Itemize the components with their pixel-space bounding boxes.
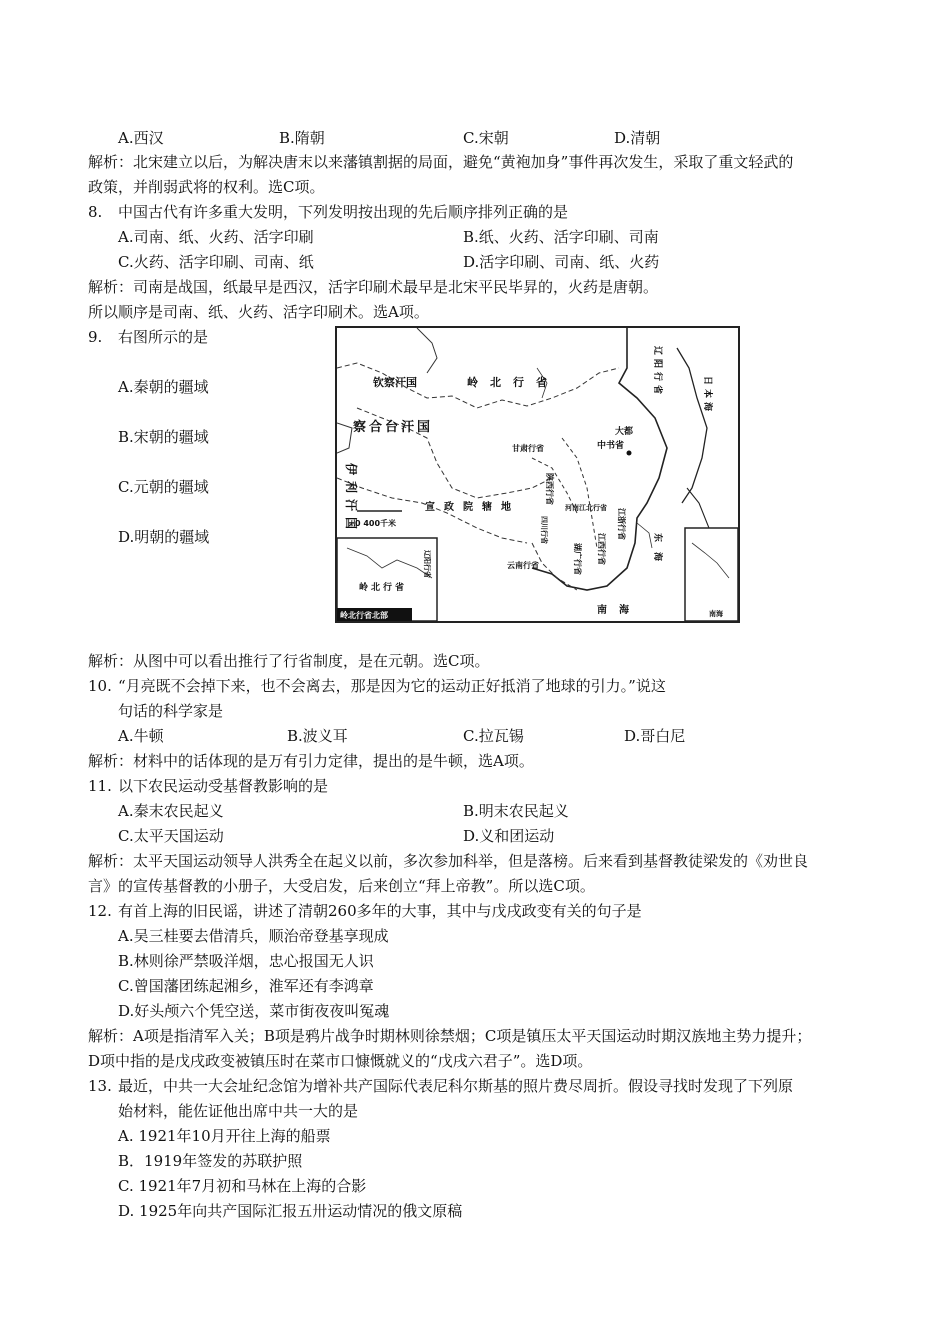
q8-number: 8. — [88, 203, 103, 221]
q8-stem: 中国古代有许多重大发明，下列发明按出现的先后顺序排列正确的是 — [118, 203, 569, 221]
q12-number: 12. — [88, 902, 112, 920]
label-xuanzheng: 宣政院辖地 — [425, 502, 520, 513]
q13-number: 13. — [88, 1077, 112, 1095]
q13-stem-line-1: 最近，中共一大会址纪念馆为增补共产国际代表尼科尔斯基的照片费尽周折。假设寻找时发现了下列原 — [118, 1077, 794, 1095]
q10-analysis: 解析：材料中的话体现的是万有引力定律，提出的是牛顿，选A项。 — [88, 752, 534, 770]
q13-option-d: D. 1925年向共产国际汇报五卅运动情况的俄文原稿 — [118, 1202, 463, 1220]
label-ilkhan: 伊利汗国 — [344, 463, 358, 536]
q11-stem: 以下农民运动受基督教影响的是 — [118, 777, 329, 795]
q7-option-b: B.隋朝 — [279, 129, 325, 147]
q10-option-b: B.波义耳 — [287, 727, 348, 745]
q7-analysis-line-1: 解析：北宋建立以后，为解决唐末以来藩镇割据的局面，避免“黄袍加身”事件再次发生，采取了重文轻武的 — [88, 153, 794, 171]
q13-option-c: C. 1921年7月初和马林在上海的合影 — [118, 1177, 367, 1195]
q7-option-d: D.清朝 — [614, 129, 661, 147]
q12-analysis-line-2: D项中指的是戊戌政变被镇压时在菜市口慷慨就义的“戊戌六君子”。选D项。 — [88, 1052, 593, 1070]
inset-label-nanhai: 南海 — [709, 610, 723, 618]
label-east-sea: 东海 — [652, 533, 662, 572]
label-shaanxi: 陕西行省 — [545, 473, 554, 505]
yuan-dynasty-map — [335, 326, 740, 623]
q11-analysis-line-2: 言》的宣传基督教的小册子，大受启发，后来创立“拜上帝教”。所以选C项。 — [88, 877, 595, 895]
label-zhongshu: 中书省 — [597, 441, 625, 451]
q9-analysis: 解析：从图中可以看出推行了行省制度，是在元朝。选C项。 — [88, 652, 490, 670]
q9-option-a: A.秦朝的疆域 — [118, 378, 209, 396]
label-liaoyang: 辽阳行省 — [652, 346, 662, 399]
q8-option-b: B.纸、火药、活字印刷、司南 — [463, 228, 659, 246]
q12-option-c: C.曾国藩团练起湘乡，淮军还有李鸿章 — [118, 977, 374, 995]
q8-analysis-line-1: 解析：司南是战国，纸最早是西汉，活字印刷术最早是北宋平民毕昇的，火药是唐朝。 — [88, 278, 659, 296]
label-sichuan: 四川行省 — [540, 516, 548, 544]
q10-option-d: D.哥白尼 — [624, 727, 686, 745]
q12-option-b: B.林则徐严禁吸洋烟，忠心报国无人识 — [118, 952, 374, 970]
q13-option-b: B．1919年签发的苏联护照 — [118, 1152, 303, 1170]
inset-label-liaoyang: 辽阳行省 — [423, 550, 431, 578]
q10-option-a: A.牛顿 — [118, 727, 164, 745]
label-south-sea: 南海 — [597, 605, 641, 616]
q9-option-b: B.宋朝的疆域 — [118, 428, 209, 446]
q13-option-a: A. 1921年10月开往上海的船票 — [118, 1127, 331, 1145]
label-chagatai: 察合台汗国 — [353, 420, 434, 435]
q8-analysis-line-2: 所以顺序是司南、纸、火药、活字印刷术。选A项。 — [88, 303, 429, 321]
q7-option-a: A.西汉 — [118, 129, 164, 147]
q13-stem-line-2: 始材料，能佐证他出席中共一大的是 — [118, 1102, 359, 1120]
q7-analysis-line-2: 政策，并削弱武将的权利。选C项。 — [88, 178, 325, 196]
label-lingbei: 岭北行省 — [467, 376, 559, 389]
label-gansu: 甘肃行省 — [512, 444, 544, 453]
label-japan-sea: 日本海 — [702, 376, 712, 416]
q12-stem: 有首上海的旧民谣，讲述了清朝260多年的大事，其中与戊戌政变有关的句子是 — [118, 902, 642, 920]
q8-option-c: C.火药、活字印刷、司南、纸 — [118, 253, 314, 271]
inset-caption: 岭北行省北部 — [340, 611, 388, 620]
q11-option-a: A.秦末农民起义 — [118, 802, 224, 820]
q11-analysis-line-1: 解析：太平天国运动领导人洪秀全在起义以前，多次参加科举，但是落榜。后来看到基督教徒梁发的《劝世良 — [88, 852, 809, 870]
label-yunnan: 云南行省 — [507, 561, 539, 570]
map-scale: 0 400千米 — [355, 519, 397, 528]
q8-option-a: A.司南、纸、火药、活字印刷 — [118, 228, 314, 246]
q10-option-c: C.拉瓦锡 — [463, 727, 524, 745]
q8-option-d: D.活字印刷、司南、纸、火药 — [463, 253, 660, 271]
label-qincha: 钦察汗国 — [373, 376, 417, 389]
q10-stem-line-1: “月亮既不会掉下来，也不会离去，那是因为它的运动正好抵消了地球的引力。”说这 — [118, 677, 666, 695]
q10-stem-line-2: 句话的科学家是 — [118, 702, 224, 720]
q9-option-c: C.元朝的疆域 — [118, 478, 209, 496]
q7-option-c: C.宋朝 — [463, 129, 509, 147]
label-huguang: 湖广行省 — [573, 543, 582, 575]
q11-option-c: C.太平天国运动 — [118, 827, 224, 845]
label-jiangzhe: 江浙行省 — [617, 508, 626, 540]
label-henan: 河南江北行省 — [565, 504, 607, 512]
q9-stem: 右图所示的是 — [118, 328, 209, 346]
q10-number: 10. — [88, 677, 112, 695]
q9-option-d: D.明朝的疆域 — [118, 528, 210, 546]
q11-number: 11. — [88, 777, 112, 795]
label-jiangxi: 江西行省 — [597, 533, 606, 565]
q11-option-b: B.明末农民起义 — [463, 802, 569, 820]
q12-option-a: A.吴三桂要去借清兵，顺治帝登基享现成 — [118, 927, 389, 945]
label-dadu: 大都 — [615, 427, 634, 437]
q11-option-d: D.义和团运动 — [463, 827, 555, 845]
inset-label-lingbei: 岭北行省 — [359, 583, 408, 593]
q9-number: 9. — [88, 328, 103, 346]
q12-option-d: D.好头颅六个凭空送，菜市街夜夜叫冤魂 — [118, 1002, 390, 1020]
q12-analysis-line-1: 解析：A项是指清军入关；B项是鸦片战争时期林则徐禁烟；C项是镇压太平天国运动时期汉族地主势力提升； — [88, 1027, 812, 1045]
